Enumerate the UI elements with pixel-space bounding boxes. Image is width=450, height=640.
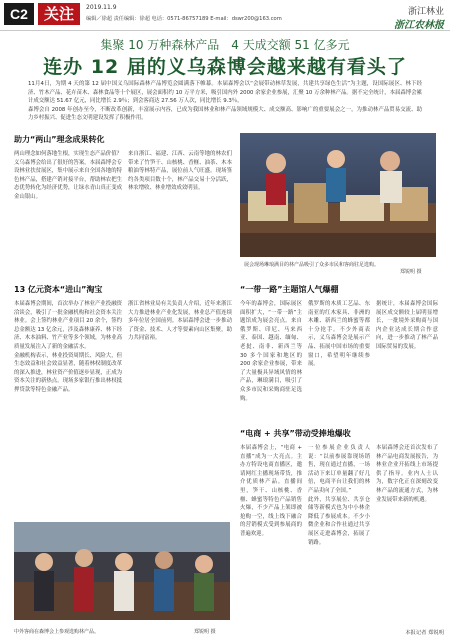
section-3-para: 今年的森博会，国际展区面积扩大，“一带一路”主题馆成为展会亮点。来自俄罗斯、印尼、马来西亚、泰国、越南、缅甸、老挝、南非、新西兰等 30 多个国家和地区的 200 余家企业参展，带来了大量极具异域风情的林产品，琳琅满目，吸引了众多市民和采购商驻足选购。 bbox=[240, 301, 302, 402]
section-4-col-c bbox=[376, 444, 438, 624]
section-4-para: 一位参展企业负责人说：“以前参展靠现场销售，现在通过直播，一场活动下来订单量翻了好几倍，电商平台让我们的林产品卖向了全国。” bbox=[308, 445, 370, 494]
section-2-col-b bbox=[128, 300, 232, 516]
section-2-para: 金融机构表示，林业投资周期长、风险大，但生态效益和社会效益显著，随着林权制度改革的深入推进，林业资产价值逐步显现，正成为资本关注的新热点。现场多家银行推出林权抵押贷款等特色金融产品。 bbox=[14, 352, 122, 393]
photo-products bbox=[240, 133, 436, 257]
section-4-para: 本届森博会上，“电商 + 直播”成为一大亮点。主办方特设电商直播区，邀请网红主播现场带货，推介优质林产品。直播间里，笋干、山核桃、香榧、蜂蜜等特色产品销售火爆，不少产品上架即被抢购一空，线上线下融合的营销模式受到参展商的普遍欢迎。 bbox=[240, 445, 302, 537]
lead-block bbox=[28, 80, 422, 124]
section-2-para: 本届森博会期间，首次举办了林业产业投融资洽谈会，吸引了一批金融机构和社会资本关注林业。会上签约林业产业项目 20 余个，签约总金额达 13 亿余元，涉及森林康养、林下经济、木本油料、竹产业等多个领域，为林业高质量发展注入了新的金融活水。 bbox=[14, 301, 122, 350]
section-heading-2: 13 亿元资本“进山”淘宝 bbox=[14, 285, 103, 294]
section-3-para: 据统计，本届森博会国际展区成交额较上届明显增长，一批境外采购商与国内企业达成长期合作意向，进一步推动了林产品国际贸易的发展。 bbox=[376, 301, 438, 350]
section-4-col-b bbox=[308, 444, 370, 624]
paper-name: 浙江林业 bbox=[407, 7, 444, 17]
lead-paragraph: 11月4日，为期 4 天的第 12 届中国义乌国际森林产品博览会圆满落下帷幕。本届森博会以“会展带动林草发展，共建共享绿色生活”为主题，设国际展区、林下经济、竹木产品、花卉苗木、森林食品等十个展区，展会面积约 10 万平方米，吸引国内外 2000 余家企业参展，汇聚 10 万余种林产品。据不完全统计，本届森博会累计成交额达 51.67 亿元，同比增长 2.9％；到会客商达 27.56 万人次，同比增长 9.3％。 bbox=[28, 81, 422, 105]
photo-visitors bbox=[14, 522, 230, 620]
page-header bbox=[0, 0, 450, 31]
issue-date: 2019.11.9 bbox=[86, 4, 117, 11]
section-code: C2 bbox=[4, 3, 34, 25]
section-4-para: 本届森博会还首次发布了林产品电商发展报告，为林业企业开拓线上市场提供了指导。业内人士认为，数字化正在深刻改变林产品的流通方式，为林业发展带来新的机遇。 bbox=[376, 445, 438, 503]
photo-top-credit: 郑锐明 摄 bbox=[400, 269, 422, 275]
masthead-logo: 浙江农林报 bbox=[394, 20, 444, 31]
section-heading-3: “一带一路”主题馆人气爆棚 bbox=[240, 285, 339, 294]
lead-paragraph-2: 森博会自 2008 年创办至今，不断改革创新，丰富展示内容，已成为我国林业和林产品领域规模大、成交额高、影响广的重要展会之一，为推动林产品贸易交流、助力乡村振兴、促进生态文明建设发挥了积极作用。 bbox=[28, 106, 422, 122]
section-2-col-a bbox=[14, 300, 122, 516]
photo-top-caption: 展会现场琳琅满目的林产品吸引了众多市民和客商驻足选购。 bbox=[244, 262, 380, 268]
section-3-col-b bbox=[308, 300, 370, 422]
section-title: 关注 bbox=[38, 3, 80, 25]
section-3-col-c bbox=[376, 300, 438, 422]
section-1-para: 来自浙江、福建、江西、云南等地的林农们带来了竹笋干、山核桃、香榧、油茶、木本粮油等林特产品，展位前人气旺盛。现场签约各类项目数十个，林产品交易十分活跃，林农增收、林业增效成效明显。 bbox=[128, 151, 232, 192]
article-kicker: 集聚 10 万种森林产品 4 天成交额 51 亿多元 bbox=[100, 38, 350, 52]
photo-bottom-credit: 郑锐明 摄 bbox=[194, 629, 216, 635]
section-1-col-a bbox=[14, 150, 122, 276]
section-1-col-b bbox=[128, 150, 232, 276]
section-2-para: 浙江省林业局有关负责人介绍，近年来浙江大力推进林业产业化发展，林业总产值连续多年位居全国前列。本届森博会进一步推动了资金、技术、人才等要素向山区集聚，助力共同富裕。 bbox=[128, 301, 232, 342]
section-1-para: 两山理念如何落地生根，实现生态产品价值？义乌森博会给出了很好的答案。本届森博会专设林业扶贫展区，集中展示来自全国各地的特色林产品，搭建产销对接平台，帮助林农把生态优势转化为经济优势，让绿水青山真正变成金山银山。 bbox=[14, 151, 122, 200]
section-heading-1: 助力“两山”理念成果转化 bbox=[14, 135, 105, 144]
article-author: 本报记者 郑锐明 bbox=[405, 630, 444, 636]
section-3-para: 俄罗斯的木质工艺品、东南亚的红木家具、非洲的木雕、新西兰的蜂蜜等都十分抢手。不少外商表示，义乌森博会是展示产品、拓展中国市场的重要窗口，希望明年继续参展。 bbox=[308, 301, 370, 368]
section-4-col-a bbox=[240, 444, 302, 624]
article-title: 连办 12 届的义乌森博会越来越有看头了 bbox=[43, 56, 407, 78]
section-heading-4: “电商 + 共享”带动受捧地爆收 bbox=[240, 429, 351, 438]
photo-bottom-caption: 中外客商在森博会上参观选购林产品。 bbox=[14, 629, 100, 635]
editor-line: 编辑／徐超 责任编辑：徐超 电话：0571-86757189 E-mail：dswr200@163.com bbox=[86, 16, 282, 22]
section-4-para: 此外，共享展位、共享仓储等新模式也为中小林企降低了参展成本。不少小微企业和合作社通过共享展区走进森博会，拓展了销路。 bbox=[308, 496, 370, 546]
section-3-col-a bbox=[240, 300, 302, 422]
